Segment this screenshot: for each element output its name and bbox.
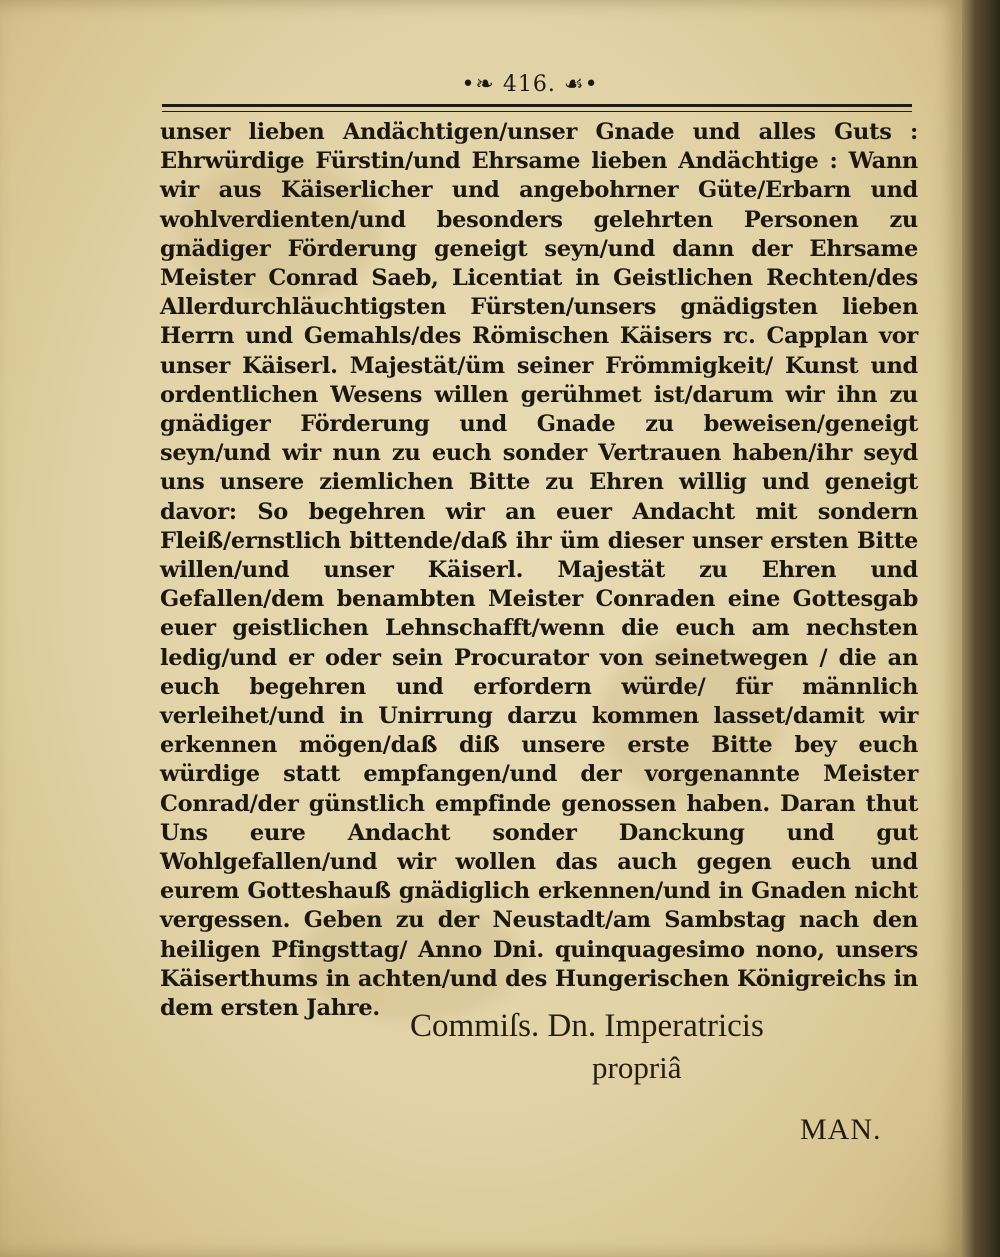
- page-number-value: 416: [502, 72, 548, 97]
- page-number: [455, 72, 605, 97]
- ornament-left: •❧: [461, 72, 503, 97]
- signature-line-1: Commiſs. Dn. Imperatricis: [410, 1008, 764, 1044]
- signature-line-3: MAN.: [800, 1113, 882, 1146]
- book-spine-edge: [962, 0, 1000, 1257]
- header-rule: [162, 104, 912, 112]
- body-text: unser lieben Andächtigen/unser Gnade und alles Guts : Ehrwürdige Fürstin/und Ehrsame lieben Andächtige : Wann wir aus Käiserlicher und angebohrner Güte/Erbarn und wohlverdienten/und besonders gelehrten Personen zu gnädiger Förderung geneigt seyn/und dann der Ehrsame Meister Conrad Saeb, Licentiat in Geistlichen Rechten/des Allerdurchläuchtigsten Fürsten/unsers gnädigsten lieben Herrn und Gemahls/des Römischen Käisers rc. Capplan vor unser Käiserl. Majestät/üm seiner Frömmigkeit/ Kunst und ordentlichen Wesens willen gerühmet ist/darum wir ihn zu gnädiger Förderung und Gnade zu beweisen/geneigt seyn/und wir nun zu euch sonder Vertrauen haben/ihr seyd uns unsere ziemlichen Bitte zu Ehren willig und geneigt davor: So begehren wir an euer Andacht mit sondern Fleiß/ernstlich bittende/daß ihr üm dieser unser ersten Bitte willen/und unser Käiserl. Majestät zu Ehren und Gefallen/dem benambten Meister Conraden eine Gottesgab euer geistlichen Lehnschafft/wenn die euch am nechsten ledig/und er oder sein Procurator von seinetwegen / die an euch begehren und erfordern würde/ für männlich verleihet/und in Unirrung darzu kommen lasset/damit wir erkennen mögen/daß diß unsere erste Bitte bey euch würdige statt empfangen/und der vorgenannte Meister Conrad/der günstlich empfinde genossen haben. Daran thut Uns eure Andacht sonder Danckung und gut Wohlgefallen/und wir wollen das auch gegen euch und eurem Gotteshauß gnädiglich erkennen/und in Gnaden nicht vergessen. Geben zu der Neustadt/am Sambstag nach den heiligen Pfingsttag/ Anno Dni. quinquagesimo nono, unsers Käiserthums in achten/und des Hungerischen Königreichs in dem ersten Jahre.: [160, 119, 918, 1022]
- ornament-right: . ☙•: [547, 72, 599, 97]
- signature-line-2: propriâ: [592, 1050, 682, 1085]
